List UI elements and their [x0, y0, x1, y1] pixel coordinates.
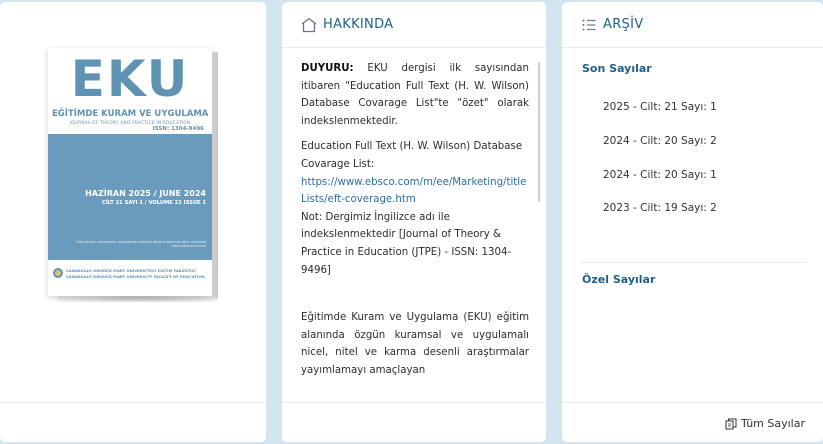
coverage-list-intro: Education Full Text (H. W. Wilson) Database Covarage List:	[301, 141, 523, 170]
about-scrollbar[interactable]	[538, 62, 540, 202]
journal-description: Eğitimde Kuram ve Uygulama (EKU) eğitim alanında özgün kuramsal ve uygulamalı nicel, nitel ve karma desenli araştırmalar yayımlamayı amaçlayan	[301, 312, 529, 376]
coverage-list-block	[301, 138, 529, 279]
indexing-note: Not: Dergimiz İngilizce adı ile indekslenmektedir [Journal of Theory & Practice in Education (JTPE) - ISSN: 1304-9496]	[301, 211, 512, 276]
cover-issn: ISSN: 1304-9496	[152, 126, 204, 132]
announcement-label: DUYURU:	[301, 63, 354, 74]
recent-issues-heading[interactable]: Son Sayılar	[582, 62, 652, 75]
about-card-footer	[282, 402, 546, 442]
archive-card-footer	[562, 402, 823, 442]
archive-divider	[581, 262, 807, 263]
cover-note: Yılda iki kez yayımlanan uluslararası hakemli dergi A biannual peer reviewed international journal	[75, 240, 206, 248]
cover-subtitle: JOURNAL OF THEORY AND PRACTICE IN EDUCATION	[69, 120, 191, 125]
home-outline-icon	[300, 16, 318, 34]
archive-card-header	[562, 2, 823, 48]
about-card-header	[282, 2, 546, 48]
cover-card	[0, 2, 266, 442]
issue-link[interactable]: 2025 - Cilt: 21 Sayı: 1	[603, 101, 717, 113]
coverage-list-link[interactable]: https://www.ebsco.com/m/ee/Marketing/titleLists/eft-coverage.htm	[301, 176, 527, 206]
cover-front	[48, 48, 212, 296]
cover-date: HAZİRAN 2025 / JUNE 2024	[85, 189, 206, 198]
journal-cover-image[interactable]	[48, 48, 220, 298]
cover-title: EĞİTİMDE KURAM VE UYGULAMA	[52, 109, 209, 119]
special-issues-heading[interactable]: Özel Sayılar	[582, 273, 656, 286]
list-icon	[580, 16, 598, 34]
copy-icon	[725, 418, 737, 430]
university-seal-icon	[53, 268, 63, 278]
cover-card-footer	[0, 402, 266, 442]
about-content[interactable]	[301, 60, 529, 386]
announcement-text: EKU dergisi ilk sayısından itibaren "Education Full Text (H. W. Wilson) Database Covarage List"te "özet" olarak indekslenmektedir.	[301, 63, 529, 127]
all-issues-label: Tüm Sayılar	[740, 417, 805, 430]
issue-link[interactable]: 2024 - Cilt: 20 Sayı: 2	[603, 135, 717, 147]
about-card	[282, 2, 546, 442]
cover-band	[48, 134, 212, 260]
cover-logo: EKU	[70, 50, 190, 108]
cover-bottom	[48, 260, 212, 296]
announcement	[301, 60, 529, 130]
about-title: HAKKINDA	[323, 17, 394, 32]
issue-link[interactable]: 2023 - Cilt: 19 Sayı: 2	[603, 202, 717, 214]
archive-title: ARŞİV	[603, 17, 644, 32]
issue-link[interactable]: 2024 - Cilt: 20 Sayı: 1	[603, 169, 717, 181]
cover-university-en: ÇANAKKALE ONSEKİZ MART UNIVERSITY FACULTY OF EDUCATION	[66, 274, 205, 279]
cover-university-tr: ÇANAKKALE ONSEKİZ MART ÜNİVERSİTESİ EĞİTİM FAKÜLTESİ	[66, 268, 196, 273]
archive-card	[562, 2, 823, 442]
all-issues-link[interactable]	[725, 417, 805, 430]
cover-issue: CİLT 21 SAYI 1 / VOLUME 21 ISSUE 1	[102, 200, 206, 206]
